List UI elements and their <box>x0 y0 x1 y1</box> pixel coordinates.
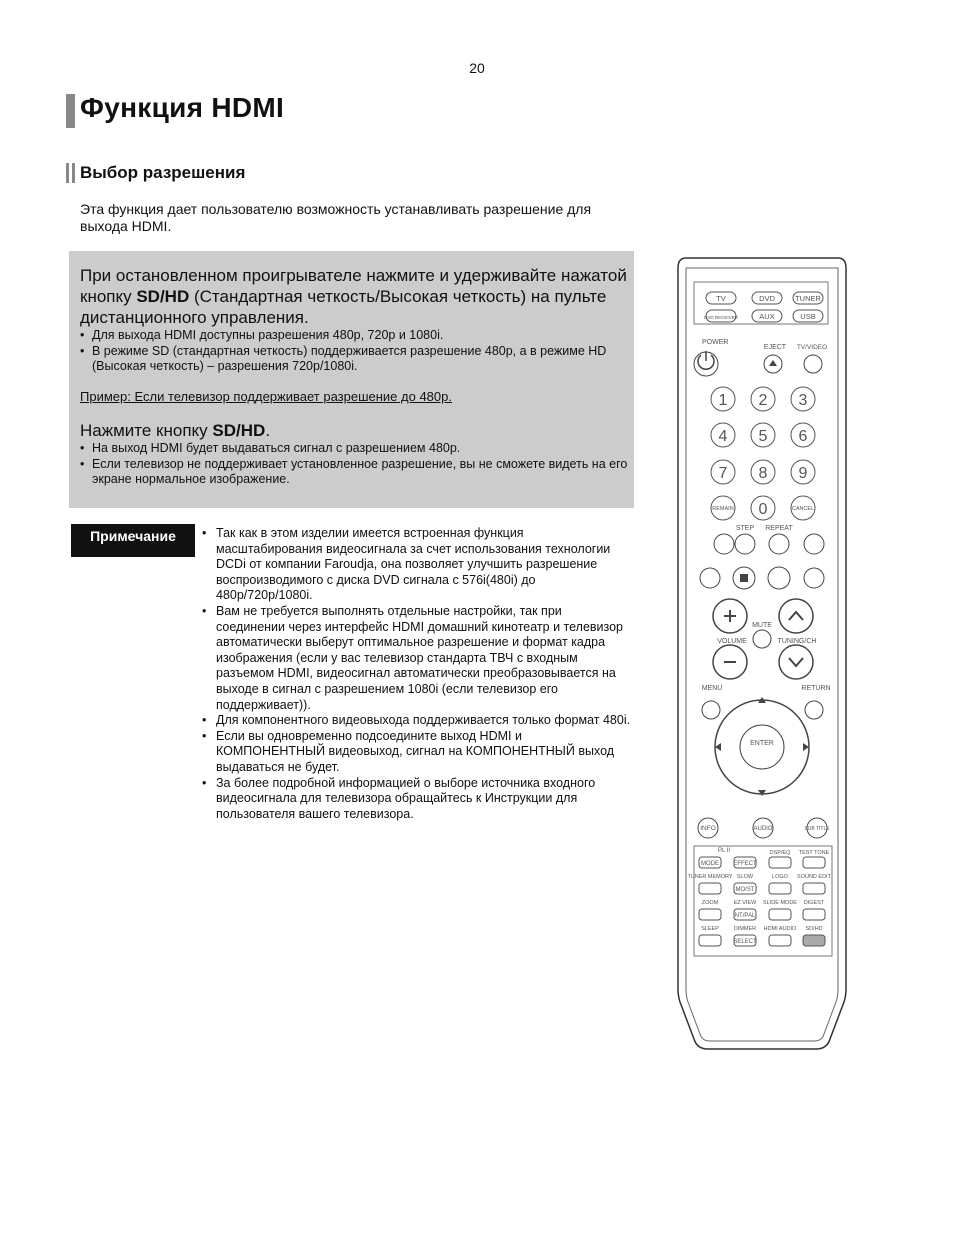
function-button[interactable] <box>769 909 791 920</box>
step-label: STEP <box>735 525 755 532</box>
function-button[interactable] <box>699 935 721 946</box>
stop-icon <box>740 574 748 582</box>
digit-label: 6 <box>798 428 808 445</box>
function-label: LOGO <box>772 874 788 880</box>
list-item: • В режиме SD (стандартная четкость) поддерживается разрешение 480p, а в режиме HD (Высокая четкость) – разрешения 720p/1080i. <box>80 344 630 375</box>
example-text: Пример: Если телевизор поддерживает разрешение до 480p. <box>80 389 452 404</box>
instruction-bullets <box>80 328 630 375</box>
source-button-label: AUX <box>759 312 775 321</box>
function-label: ZOOM <box>701 900 719 906</box>
function-label: SLOW <box>736 874 754 880</box>
function-label: TEST TONE <box>798 850 830 856</box>
audio-label: AUDIO <box>753 826 773 832</box>
function-button[interactable] <box>803 857 825 868</box>
function-label: SD/HD <box>805 926 823 932</box>
remote-control-illustration <box>672 254 852 1054</box>
source-button-label: DVD <box>759 294 775 303</box>
function-label: EZ VIEW <box>733 900 757 906</box>
digit-label: 4 <box>718 428 728 445</box>
list-item: • На выход HDMI будет выдаваться сигнал с разрешением 480p. <box>80 441 630 457</box>
function-label: TUNER MEMORY <box>687 874 733 880</box>
function-label: SLIDE MODE <box>763 900 797 906</box>
info-label: INFO <box>700 825 716 832</box>
repeat-label: REPEAT <box>765 525 793 532</box>
subtitle-label: SUB TITLE <box>804 826 830 832</box>
tv-video-label: TV/VIDEO <box>796 344 828 351</box>
digit-label: 2 <box>758 392 768 409</box>
section-accent-bar <box>66 163 69 183</box>
function-label: SLEEP <box>701 926 719 932</box>
pl-label: PL II <box>717 848 731 854</box>
digit-label: 1 <box>718 392 728 409</box>
menu-label: MENU <box>701 685 723 692</box>
mute-label: MUTE <box>752 622 772 629</box>
digit-label: 3 <box>798 392 808 409</box>
function-button-label: MO/ST <box>735 887 755 893</box>
function-label: DIMMER <box>733 926 757 932</box>
page-title: Функция HDMI <box>80 92 285 123</box>
list-item: • Вам не требуется выполнять отдельные настройки, так при соединении через интерфейс HDMI домашний кинотеатр и телевизор автоматически выберут оптимальное разрешение и формат кадра изображения (если у вас телевизор стандарта ТВЧ с входным разъемом HDMI, видеосигнал автоматически преобразовывается на выходе в сигнал с разрешением 1080i (если телевизор его поддерживает)). <box>202 604 632 713</box>
return-label: RETURN <box>801 685 831 692</box>
step2-heading: Нажмите кнопку SD/HD. <box>80 421 271 440</box>
function-button[interactable] <box>699 883 721 894</box>
digit-label: 9 <box>798 465 808 482</box>
digit-label: 0 <box>758 501 768 518</box>
section-title: Выбор разрешения <box>80 163 246 182</box>
function-button[interactable] <box>803 909 825 920</box>
function-button-label: MODE <box>701 861 719 867</box>
function-button[interactable] <box>769 935 791 946</box>
page-number: 20 <box>469 60 485 76</box>
list-item: • За более подробной информацией о выборе источника входного видеосигнала для телевизора обращайтесь к Инструкции для пользователя вашего телевизора. <box>202 776 632 823</box>
function-button-label: SELECT <box>733 939 757 945</box>
step2-bullets <box>80 441 630 488</box>
instruction-heading: При остановленном проигрывателе нажмите и удерживайте нажатой кнопку SD/HD (Стандартная четкость/Высокая четкость) на пульте дистанционного управления. <box>80 266 627 327</box>
list-item: • Если вы одновременно подсоедините выход HDMI и КОМПОНЕНТНЫЙ видеовыход, сигнал на КОМПОНЕНТНЫЙ выход выдаваться не будет. <box>202 729 632 776</box>
eject-label: EJECT <box>763 344 787 351</box>
function-button[interactable] <box>699 909 721 920</box>
digit-label: 7 <box>718 465 728 482</box>
intro-paragraph: Эта функция дает пользователю возможность устанавливать разрешение для выхода HDMI. <box>80 201 592 234</box>
sd-hd-button-name: SD/HD <box>136 287 190 306</box>
note-list <box>202 526 632 822</box>
function-button-label: EFFECT <box>733 861 757 867</box>
function-label: DIGEST <box>803 900 825 906</box>
list-item: • Для компонентного видеовыхода поддерживается только формат 480i. <box>202 713 632 729</box>
cancel-label: CANCEL <box>791 506 815 512</box>
sd-hd-button-name: SD/HD <box>212 421 266 440</box>
remain-label: REMAIN <box>712 506 734 512</box>
source-button-label: USB <box>800 312 816 321</box>
function-label: DSP/EQ <box>769 850 791 856</box>
source-button-label: TV <box>716 294 726 303</box>
function-label: SOUND EDIT <box>797 874 831 880</box>
digit-label: 8 <box>758 465 768 482</box>
source-button-label: DVD RECEIVER <box>704 315 738 320</box>
list-item: • Так как в этом изделии имеется встроенная функция масштабирования видеосигнала за счет использования технологии DCDi от компании Faroudja, она позволяет улучшить разрешение воспроизводимого с диска DVD сигнала с 576i(480i) до 480p/720p/1080i. <box>202 526 632 604</box>
list-item: • Если телевизор не поддерживает установленное разрешение, вы не сможете видеть на его экране нормальное изображение. <box>80 457 630 488</box>
title-accent-bar <box>66 94 75 128</box>
function-button-label: NT/PAL <box>734 913 756 919</box>
digit-label: 5 <box>758 428 768 445</box>
power-label: POWER <box>702 339 729 346</box>
source-button-label: TUNER <box>795 294 821 303</box>
sd-hd-button[interactable] <box>803 935 825 946</box>
list-item: • Для выхода HDMI доступны разрешения 480p, 720p и 1080i. <box>80 328 630 344</box>
section-accent-bar <box>72 163 75 183</box>
function-button[interactable] <box>769 883 791 894</box>
function-button[interactable] <box>769 857 791 868</box>
enter-label: ENTER <box>750 740 774 747</box>
note-label: Примечание <box>71 524 195 557</box>
tuning-label: TUNING/CH <box>777 638 817 645</box>
function-button[interactable] <box>803 883 825 894</box>
volume-label: VOLUME <box>717 638 747 645</box>
function-label: HDMI AUDIO <box>763 926 797 932</box>
